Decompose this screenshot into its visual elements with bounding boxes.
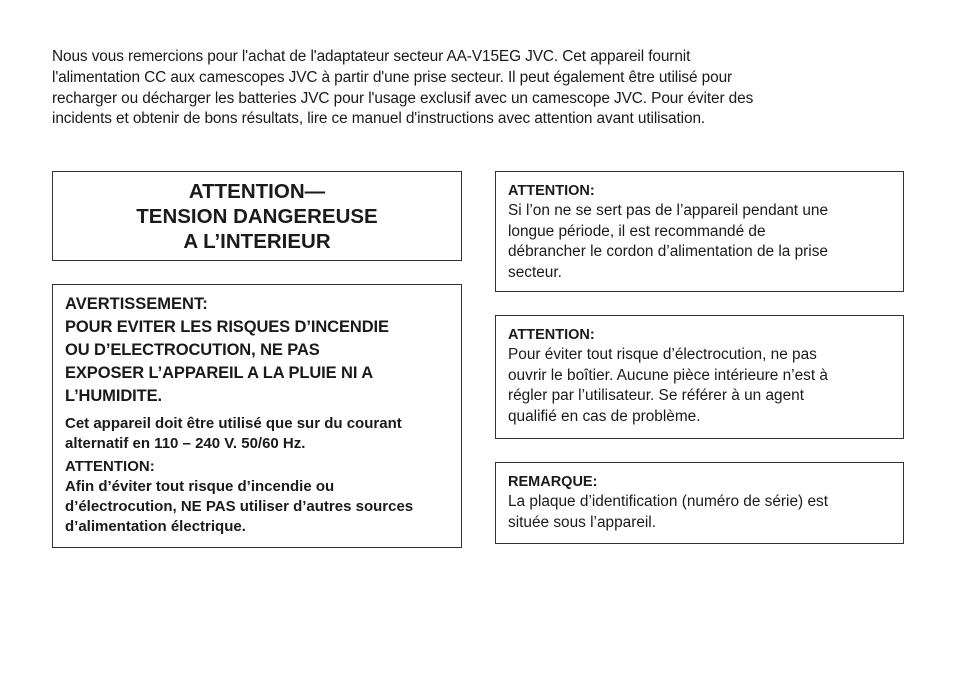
- attention-shock-box: [495, 315, 904, 439]
- intro-line: Nous vous remercions pour l'achat de l'adaptateur secteur AA-V15EG JVC. Cet appareil fournit: [52, 48, 691, 65]
- box-line: débrancher le cordon d’alimentation de la prise: [508, 243, 828, 261]
- warning-attention-text: [65, 477, 451, 537]
- box-line: qualifié en cas de problème.: [508, 407, 701, 425]
- warning-body-line: L’HUMIDITE.: [65, 387, 162, 405]
- warning-body: [65, 316, 451, 408]
- attention-line: Afin d’éviter tout risque d’incendie ou: [65, 478, 335, 495]
- box-line: Pour éviter tout risque d’électrocution, ne pas: [508, 346, 817, 363]
- warning-attention-label: ATTENTION:: [65, 458, 155, 475]
- box-line: ouvrir le boîtier. Aucune pièce intérieure n’est à: [508, 366, 828, 384]
- warning-body-line: POUR EVITER LES RISQUES D’INCENDIE: [65, 318, 389, 336]
- danger-title-line: ATTENTION—: [188, 179, 326, 203]
- attention-unplug-box: [495, 171, 904, 292]
- warning-box: [52, 284, 462, 548]
- box-label: ATTENTION:: [508, 327, 595, 343]
- warning-body-line: OU D’ELECTROCUTION, NE PAS: [65, 341, 320, 359]
- box-line: secteur.: [508, 263, 562, 281]
- current-line: Cet appareil doit être utilisé que sur du courant: [65, 415, 402, 432]
- box-line: située sous l’appareil.: [508, 513, 657, 531]
- danger-voltage-box: [52, 171, 462, 261]
- warning-body-line: EXPOSER L’APPAREIL A LA PLUIE NI A: [65, 364, 374, 382]
- current-line: alternatif en 110 – 240 V. 50/60 Hz.: [65, 435, 306, 452]
- intro-paragraph: [52, 47, 912, 130]
- box-label: ATTENTION:: [508, 183, 595, 199]
- intro-line: incidents et obtenir de bons résultats, lire ce manuel d'instructions avec attention avant utilisation.: [52, 110, 706, 128]
- danger-title-line: TENSION DANGEREUSE: [136, 204, 378, 228]
- box-line: La plaque d’identification (numéro de série) est: [508, 493, 828, 510]
- current-requirement: [65, 414, 451, 454]
- box-label: REMARQUE:: [508, 474, 598, 490]
- attention-line: d’électrocution, NE PAS utiliser d’autres sources: [65, 498, 414, 515]
- danger-title-line: A L’INTERIEUR: [183, 229, 331, 253]
- remark-box: [495, 462, 904, 544]
- intro-line: recharger ou décharger les batteries JVC pour l'usage exclusif avec un camescope JVC. Pour éviter des: [52, 89, 754, 107]
- box-line: régler par l’utilisateur. Se référer à un agent: [508, 387, 805, 405]
- box-line: Si l’on ne se sert pas de l’appareil pendant une: [508, 202, 829, 219]
- box-line: longue période, il est recommandé de: [508, 222, 766, 240]
- attention-line: d’alimentation électrique.: [65, 518, 246, 535]
- intro-line: l'alimentation CC aux camescopes JVC à partir d'une prise secteur. Il peut également être utilisé pour: [52, 68, 733, 86]
- warning-heading: AVERTISSEMENT:: [65, 295, 208, 313]
